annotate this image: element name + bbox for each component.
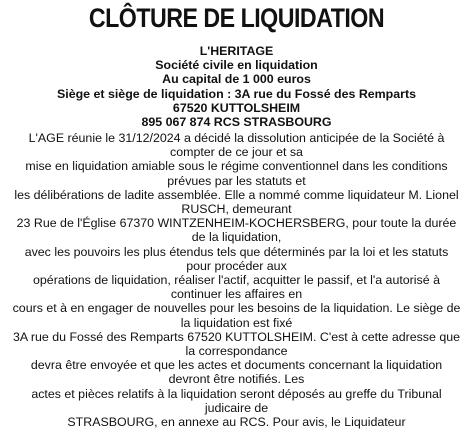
company-capital: Au capital de 1 000 euros [162,72,311,87]
body-line: avec les pouvoirs les plus étendus tels que déterminés par la loi et les statuts [24,244,449,259]
company-city: 67520 KUTTOLSHEIM [172,100,301,115]
body-line: RUSCH, demeurant [181,202,292,217]
body-line: 23 Rue de l'Église 67370 WINTZENHEIM-KOCHERSBERG, pour toute la durée [16,216,457,231]
body-line: STRASBOURG, en annexe au RCS. Pour avis, le Liquidateur [67,415,406,430]
body-line: 3A rue du Fossé des Remparts 67520 KUTTOLSHEIM. C'est à cette adresse que [12,329,461,344]
company-name: L'HERITAGE [199,44,274,58]
body-line: les délibérations de ladite assemblée. Elle a nommé comme liquidateur M. Lionel [14,187,459,202]
body-line: actes et pièces relatifs à la liquidation seront déposés au greffe du Tribunal [31,386,442,401]
body-line: compter de ce jour et sa [170,145,303,160]
body-line: la liquidation est fixé [180,315,293,330]
body-line: opérations de liquidation, réaliser l'actif, acquitter le passif, et l'a autorisé à [33,273,440,288]
company-seat: Siège et siège de liquidation : 3A rue du Fossé des Remparts [57,86,416,101]
company-form: Société civile en liquidation [155,58,318,73]
company-rcs: 895 067 874 RCS STRASBOURG [141,115,332,130]
body-line: prévues par les statuts et [167,173,306,188]
body-line: judicaire de [204,400,269,415]
body-line: la correspondance [185,344,288,359]
body-line: pour procéder aux [186,258,287,273]
notice-body [0,131,473,429]
body-line: mise en liquidation amiable sous le régime conventionnel dans les conditions [25,159,448,174]
body-line: devront être notifiés. Les [168,372,305,387]
body-line: cours et à en engager de nouvelles pour les besoins de la liquidation. Le siège de [12,301,461,316]
body-line: de la liquidation, [191,230,282,245]
body-line: devra être envoyée et que les actes et documents concernant la liquidation [30,358,443,373]
notice-title: CLÔTURE DE LIQUIDATION [88,3,385,33]
company-header [0,44,473,129]
body-line: L'AGE réunie le 31/12/2024 a décidé la dissolution anticipée de la Société à [28,131,445,145]
body-line: continuer les affaires en [170,287,303,302]
